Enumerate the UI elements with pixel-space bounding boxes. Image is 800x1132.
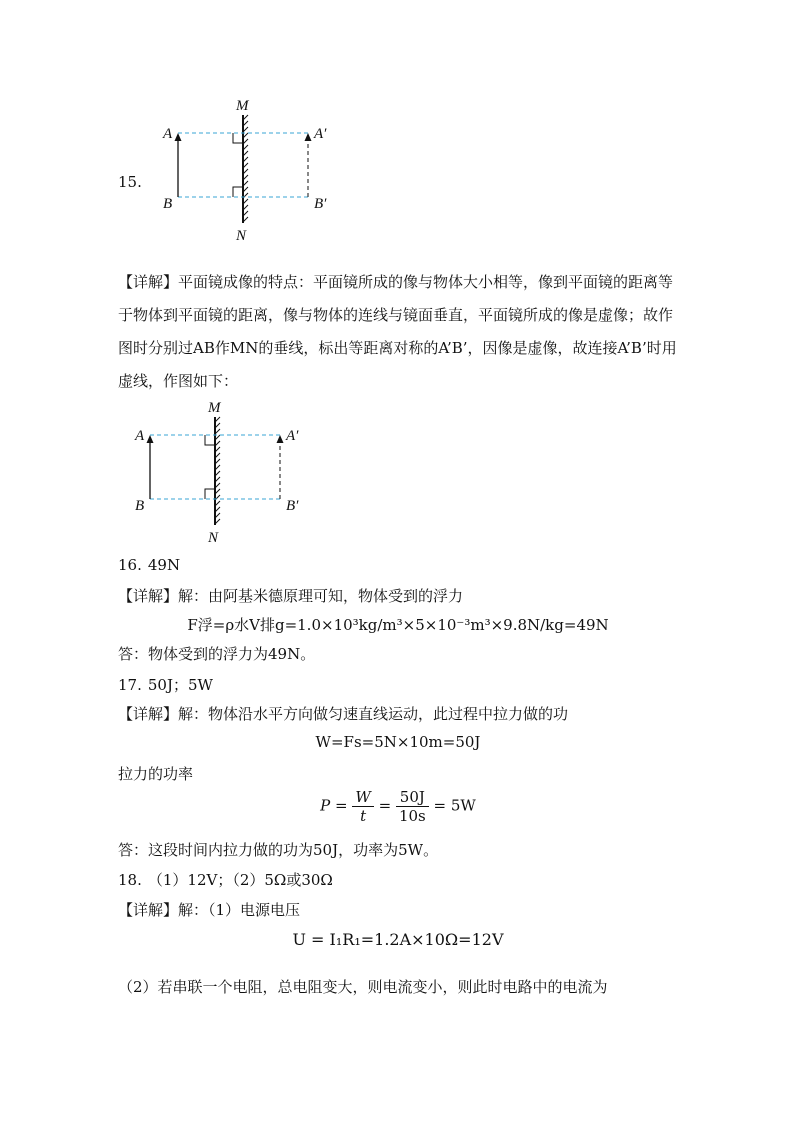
right-angle-mark [205, 489, 215, 499]
fraction-w-t [352, 788, 373, 825]
detail-text: 解：由阿基米德原理可知，物体受到的浮力 [178, 587, 464, 605]
label-m: M [236, 98, 249, 114]
label-a-prime: A′ [314, 126, 327, 142]
detail-label: 【详解】 [118, 587, 179, 605]
label-a: A [135, 428, 145, 444]
right-angle-mark [205, 435, 215, 445]
answer-line-16 [118, 555, 180, 575]
right-angle-mark [233, 187, 243, 197]
denominator: 10s [398, 807, 426, 825]
detail-line-18 [118, 900, 300, 920]
question-number: 17. [118, 676, 142, 694]
question-number: 15. [118, 173, 142, 191]
detail-text: 解：物体沿水平方向做匀速直线运动，此过程中拉力做的功 [178, 705, 569, 723]
answer: 49N [147, 556, 181, 574]
arrow-head [147, 435, 154, 443]
denominator: t [360, 807, 367, 825]
equals: = [378, 796, 392, 815]
numerator: W [352, 788, 373, 807]
answer-line-18 [118, 870, 333, 890]
detail-text: 解：（1）电源电压 [178, 901, 301, 919]
formula-voltage: U = I₁R₁=1.2A×10Ω=12V [292, 930, 504, 949]
label-b-prime: B′ [286, 498, 299, 514]
answer: 50J；5W [147, 676, 213, 694]
detail-line-17 [118, 704, 568, 724]
detail-label: 【详解】 [118, 705, 179, 723]
formula-buoyancy: F浮=ρ水V排g=1.0×10³kg/m³×5×10⁻³m³×9.8N/kg=49N [187, 616, 609, 634]
label-a-prime: A′ [286, 428, 299, 444]
detail-line-16 [118, 586, 463, 606]
mirror-diagram-2 [122, 392, 322, 552]
numerator: 50J [396, 788, 429, 807]
right-angle-mark [233, 133, 243, 143]
label-n: N [208, 530, 219, 546]
conclusion-17: 答：这段时间内拉力做的功为50J，功率为5W。 [118, 841, 439, 859]
formula-work: W=Fs=5N×10m=50J [315, 733, 481, 751]
mirror-diagram-1 [150, 90, 350, 250]
answer: （1）12V；（2）5Ω或30Ω [147, 871, 333, 889]
formula-power [118, 788, 678, 825]
formula-rhs: = 5W [433, 796, 476, 815]
label-b: B [135, 498, 145, 514]
fraction-values [396, 788, 429, 825]
arrow-head [305, 133, 312, 141]
formula-lhs: P = [320, 796, 348, 815]
label-n: N [236, 228, 247, 244]
detail-paragraph-15 [118, 266, 678, 398]
question-number: 18. [118, 871, 142, 889]
detail-label: 【详解】 [118, 901, 179, 919]
arrow-head [175, 133, 182, 141]
answer-line-17 [118, 675, 213, 695]
detail-label: 【详解】 [118, 273, 179, 291]
conclusion-16: 答：物体受到的浮力为49N。 [118, 645, 316, 663]
label-a: A [163, 126, 173, 142]
label-b: B [163, 196, 173, 212]
power-label: 拉力的功率 [118, 765, 194, 783]
part2-text-18: （2）若串联一个电阻，总电阻变大，则电流变小，则此时电路中的电流为 [118, 978, 608, 996]
question-number: 16. [118, 556, 142, 574]
label-m: M [208, 400, 221, 416]
arrow-head [277, 435, 284, 443]
detail-text: 平面镜成像的特点：平面镜所成的像与物体大小相等，像到平面镜的距离等于物体到平面镜的距离，像与物体的连线与镜面垂直，平面镜所成的像是虚像；故作图时分别过AB作MN的垂线，标出等距离对称的A’B’，因像是虚像，故连接A’B’时用虚线，作图如下： [118, 273, 677, 390]
label-b-prime: B′ [314, 196, 327, 212]
